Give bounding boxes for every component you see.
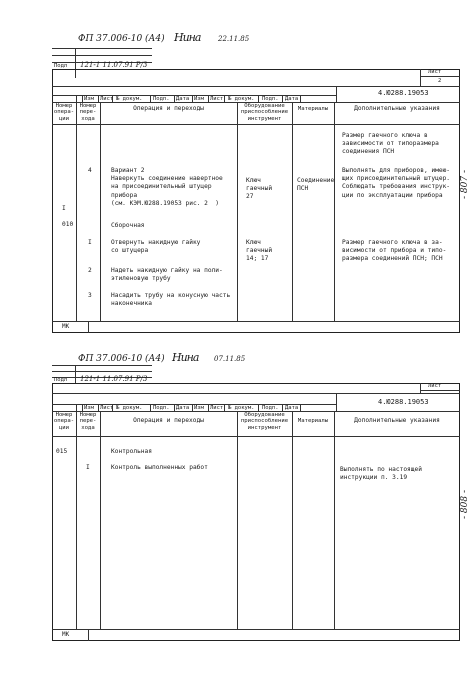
note-text: Выполнять по настоящей инструкции п. 3.19 bbox=[340, 466, 422, 482]
tr-number: 4 bbox=[88, 167, 92, 174]
header-operation: Операция и переходы bbox=[133, 105, 204, 112]
operation-text: Надеть накидную гайку на поли- этиленовую трубу bbox=[111, 267, 223, 283]
rev-col-1: Изм bbox=[84, 96, 94, 102]
rev-col-5: Дата bbox=[176, 405, 190, 411]
rev-col-1: Изм bbox=[84, 405, 94, 411]
header-materials: Материалы bbox=[297, 106, 329, 112]
rev-col-10: Дата bbox=[285, 96, 299, 102]
equipment-text: Ключ гаечный 14; 17 bbox=[246, 239, 273, 263]
signature: Нина bbox=[172, 351, 199, 364]
rev-col-7: Лист bbox=[210, 405, 224, 411]
header-equipment: Оборудование приспособление инструмент bbox=[240, 103, 289, 122]
equipment-text: Ключ гаечный 27 bbox=[246, 177, 273, 201]
note-text: Размер гаечного ключа в зависимости от типоразмера соединения ПСН bbox=[342, 132, 439, 156]
header-tr-number: Номер пере-хода bbox=[79, 103, 97, 122]
header-equipment: Оборудование приспособление инструмент bbox=[240, 412, 289, 431]
side-page-mark: - 808 - bbox=[460, 490, 470, 519]
rev-col-2: Лист bbox=[100, 405, 114, 411]
operation-text: Контроль выполненных работ bbox=[111, 464, 208, 471]
rev-col-4: Подп. bbox=[153, 405, 170, 411]
inventory-handwritten: 121-1 11.07.91 Р/3 bbox=[80, 61, 148, 69]
operation-text: Контрольная bbox=[111, 448, 152, 455]
signature-date: 07.11.85 bbox=[214, 355, 246, 363]
tr-number: I bbox=[88, 239, 92, 246]
inventory-handwritten: 121-1 11.07.91 Р/3 bbox=[80, 375, 148, 383]
footer-mark: МК bbox=[62, 323, 70, 330]
note-text: Размер гаечного ключа в за- висимости от прибора и типо- размера соединений ПСН; ПСН bbox=[342, 239, 447, 263]
note-text: Выполнять для приборов, имею- щих присоединительный штуцер. Соблюдать требования инструк- ции по эксплуатации прибора bbox=[342, 167, 451, 199]
rev-col-8: № докум. bbox=[228, 96, 255, 102]
header-tr-number: Номер пере-хода bbox=[79, 412, 97, 431]
rev-col-10: Дата bbox=[285, 405, 299, 411]
tr-number: 3 bbox=[88, 292, 92, 299]
signature: Нина bbox=[174, 31, 201, 44]
tr-number: I bbox=[86, 464, 90, 471]
list-label: Лист bbox=[428, 383, 442, 389]
op-number: I 010 bbox=[62, 205, 74, 229]
rev-col-5: Дата bbox=[176, 96, 190, 102]
operation-text: Отвернуть накидную гайку со штуцера bbox=[111, 239, 201, 255]
rev-col-6: Изм bbox=[194, 96, 204, 102]
doc-code: ФП 37.006-10 (А4) bbox=[78, 34, 165, 44]
doc-code: ФП 37.006-10 (А4) bbox=[78, 354, 165, 364]
side-page-mark: - 807 - bbox=[460, 170, 470, 199]
podl-label: Подл bbox=[54, 63, 68, 69]
material-text: Соединение ПСН bbox=[297, 177, 335, 193]
operation-text: Сборочная bbox=[111, 222, 145, 229]
podl-label: Подл bbox=[54, 377, 68, 383]
list-label: Лист bbox=[428, 69, 442, 75]
rev-col-9: Подп. bbox=[262, 405, 279, 411]
rev-col-4: Подп. bbox=[153, 96, 170, 102]
signature-date: 22.11.85 bbox=[218, 35, 250, 43]
tr-number: 2 bbox=[88, 267, 92, 274]
header-operation: Операция и переходы bbox=[133, 417, 204, 424]
operation-text: Вариант 2 Наверкуть соединение навертное на присоединительный штуцер прибора (см. КЭМ.Ю288.19053 рис. 2 ) bbox=[111, 167, 223, 207]
operation-text: Насадить трубу на конусную часть наконечника bbox=[111, 292, 231, 308]
rev-col-6: Изм bbox=[194, 405, 204, 411]
rev-col-3: № докум. bbox=[116, 96, 143, 102]
rev-col-2: Лист bbox=[100, 96, 114, 102]
rev-col-7: Лист bbox=[210, 96, 224, 102]
doc-number: 4.Ю288.19053 bbox=[378, 89, 429, 97]
rev-col-9: Подп. bbox=[262, 96, 279, 102]
rev-col-8: № докум. bbox=[228, 405, 255, 411]
list-number: 2 bbox=[438, 78, 442, 84]
op-number: 015 bbox=[56, 448, 68, 455]
header-notes: Дополнительные указания bbox=[354, 105, 440, 112]
rev-col-3: № докум. bbox=[116, 405, 143, 411]
header-materials: Материалы bbox=[297, 418, 329, 424]
doc-number: 4.Ю288.19053 bbox=[378, 398, 429, 406]
footer-mark: МК bbox=[62, 631, 70, 638]
header-op-number: Номер опера-ции bbox=[53, 103, 75, 122]
header-notes: Дополнительные указания bbox=[354, 417, 440, 424]
header-op-number: Номер опера-ции bbox=[53, 412, 75, 431]
